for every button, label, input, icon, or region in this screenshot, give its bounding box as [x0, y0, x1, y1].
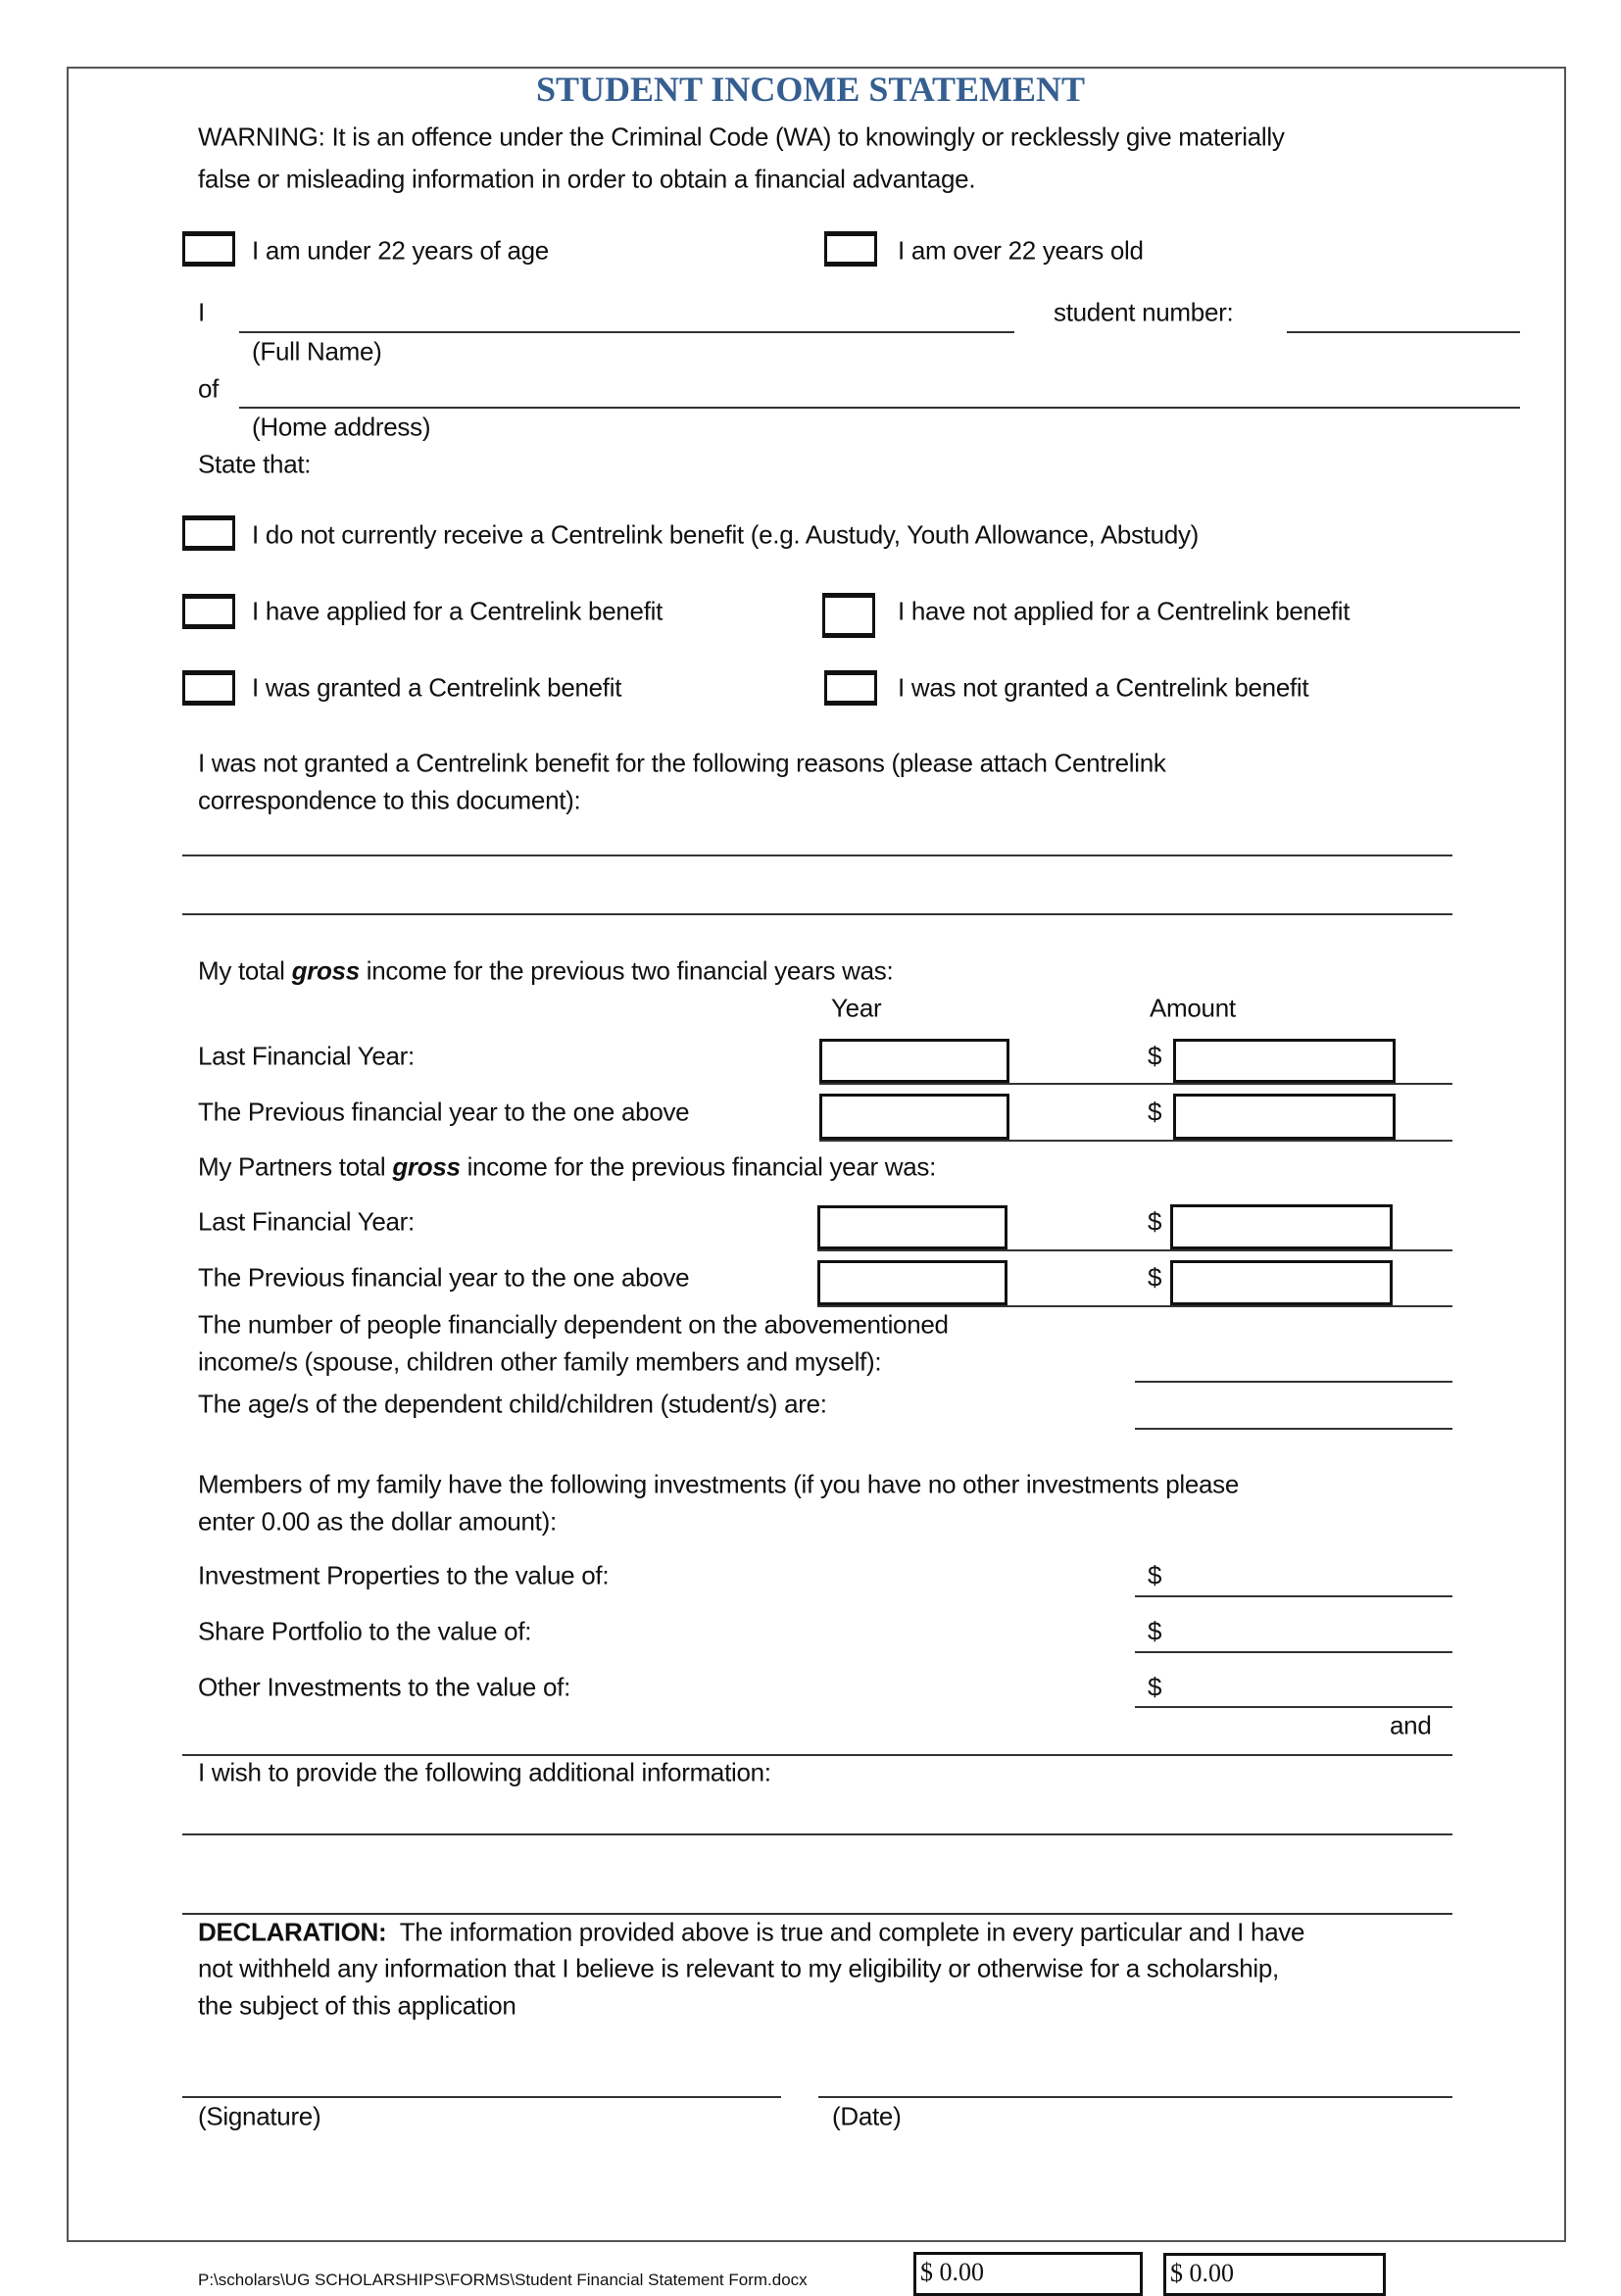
dollar-sign: $: [1148, 1206, 1162, 1237]
declaration-line-3: the subject of this application: [198, 1990, 516, 2021]
student-number-field[interactable]: [1287, 331, 1520, 333]
dollar-sign: $: [1148, 1560, 1162, 1590]
text: income for the previous two financial years was:: [359, 955, 894, 986]
page-title: STUDENT INCOME STATEMENT: [535, 70, 1086, 109]
other-label: Other Investments to the value of:: [198, 1672, 571, 1702]
text-bold: gross: [291, 955, 360, 986]
not-applied-checkbox[interactable]: [822, 593, 875, 638]
dependents-field[interactable]: [1135, 1381, 1452, 1383]
under-22-label: I am under 22 years of age: [252, 235, 549, 266]
partner-previous-year-amount-input[interactable]: [1170, 1260, 1393, 1305]
year-header: Year: [831, 993, 882, 1023]
of-label: of: [198, 373, 220, 404]
reasons-field-2[interactable]: [182, 913, 1452, 915]
text-bold: gross: [392, 1151, 461, 1182]
text: My total: [198, 955, 292, 986]
home-address-field[interactable]: [239, 407, 1520, 409]
investments-intro-2: enter 0.00 as the dollar amount):: [198, 1506, 557, 1537]
dependents-line-1: The number of people financially dependent on the abovementioned: [198, 1309, 949, 1340]
footer-total-2[interactable]: $ 0.00: [1163, 2253, 1386, 2296]
partner-intro: [198, 1152, 936, 1183]
additional-field-1[interactable]: [182, 1833, 1452, 1835]
text: income for the previous financial year was:: [460, 1151, 937, 1182]
date-field[interactable]: [818, 2096, 1452, 2098]
granted-label: I was granted a Centrelink benefit: [252, 672, 622, 703]
not-granted-label: I was not granted a Centrelink benefit: [898, 672, 1309, 703]
over-22-checkbox[interactable]: [824, 231, 877, 267]
previous-year-label: The Previous financial year to the one above: [198, 1097, 690, 1127]
income-intro: [198, 956, 893, 987]
reasons-line-2: correspondence to this document):: [198, 785, 581, 815]
signature-caption: (Signature): [198, 2101, 321, 2131]
text: My Partners total: [198, 1151, 393, 1182]
text: The information provided above is true and complete in every particular and I have: [386, 1917, 1305, 1947]
full-name-field[interactable]: [239, 331, 1014, 333]
not-applied-label: I have not applied for a Centrelink benefit: [898, 596, 1351, 626]
shares-field[interactable]: [1135, 1651, 1452, 1653]
dollar-sign: $: [1148, 1262, 1162, 1293]
reasons-field-1[interactable]: [182, 855, 1452, 856]
partner-last-year-label: Last Financial Year:: [198, 1206, 415, 1237]
dollar-sign: $: [1148, 1672, 1162, 1702]
reasons-line-1: I was not granted a Centrelink benefit for the following reasons (please attach Centrelink: [198, 748, 1166, 778]
no-benefit-label: I do not currently receive a Centrelink benefit (e.g. Austudy, Youth Allowance, Abstudy): [252, 519, 1200, 550]
applied-label: I have applied for a Centrelink benefit: [252, 596, 663, 626]
home-address-caption: (Home address): [252, 412, 431, 442]
dollar-sign: $: [1148, 1616, 1162, 1646]
declaration-line-2: not withheld any information that I believe is relevant to my eligibility or otherwise for a scholarship,: [198, 1953, 1279, 1983]
declaration-line-1: [198, 1918, 1304, 1948]
other-field[interactable]: [1135, 1706, 1452, 1708]
previous-year-amount-input[interactable]: [1173, 1094, 1396, 1140]
property-field[interactable]: [1135, 1595, 1452, 1597]
last-year-year-input[interactable]: [819, 1039, 1009, 1083]
shares-label: Share Portfolio to the value of:: [198, 1616, 532, 1646]
no-benefit-checkbox[interactable]: [182, 515, 235, 551]
footer-total-1[interactable]: $ 0.00: [913, 2252, 1143, 2296]
and-label: and: [1390, 1710, 1432, 1740]
last-year-label: Last Financial Year:: [198, 1041, 415, 1071]
partner-previous-year-year-input[interactable]: [817, 1260, 1007, 1305]
full-name-caption: (Full Name): [252, 336, 382, 366]
investments-intro-1: Members of my family have the following investments (if you have no other investments please: [198, 1469, 1240, 1499]
additional-field-2[interactable]: [182, 1913, 1452, 1915]
footer-file-path: P:\scholars\UG SCHOLARSHIPS\FORMS\Student Financial Statement Form.docx: [198, 2271, 808, 2289]
property-label: Investment Properties to the value of:: [198, 1560, 610, 1590]
declaration-label: DECLARATION:: [198, 1917, 387, 1947]
ages-field[interactable]: [1135, 1428, 1452, 1430]
warning-line-2: false or misleading information in order to obtain a financial advantage.: [198, 164, 976, 194]
over-22-label: I am over 22 years old: [898, 235, 1144, 266]
divider: [182, 1754, 1452, 1756]
student-number-label: student number:: [1054, 297, 1234, 327]
row-rule: [817, 1249, 1452, 1251]
row-rule: [817, 1305, 1452, 1307]
partner-previous-year-label: The Previous financial year to the one above: [198, 1262, 690, 1293]
amount-header: Amount: [1150, 993, 1236, 1023]
date-caption: (Date): [832, 2101, 902, 2131]
partner-last-year-amount-input[interactable]: [1170, 1204, 1393, 1249]
granted-checkbox[interactable]: [182, 670, 235, 706]
not-granted-checkbox[interactable]: [824, 670, 877, 706]
state-that-label: State that:: [198, 449, 312, 479]
dollar-sign: $: [1148, 1041, 1162, 1071]
previous-year-year-input[interactable]: [819, 1094, 1009, 1140]
ages-label: The age/s of the dependent child/children (student/s) are:: [198, 1389, 827, 1419]
dollar-sign: $: [1148, 1097, 1162, 1127]
row-rule: [819, 1140, 1452, 1142]
additional-label: I wish to provide the following additional information:: [198, 1757, 771, 1787]
last-year-amount-input[interactable]: [1173, 1039, 1396, 1083]
warning-line-1: WARNING: It is an offence under the Criminal Code (WA) to knowingly or recklessly give materially: [198, 122, 1285, 152]
partner-last-year-year-input[interactable]: [817, 1205, 1007, 1249]
signature-field[interactable]: [182, 2096, 781, 2098]
dependents-line-2: income/s (spouse, children other family members and myself):: [198, 1346, 882, 1377]
under-22-checkbox[interactable]: [182, 231, 235, 267]
applied-checkbox[interactable]: [182, 594, 235, 629]
row-rule: [819, 1083, 1452, 1085]
i-label: I: [198, 297, 205, 327]
